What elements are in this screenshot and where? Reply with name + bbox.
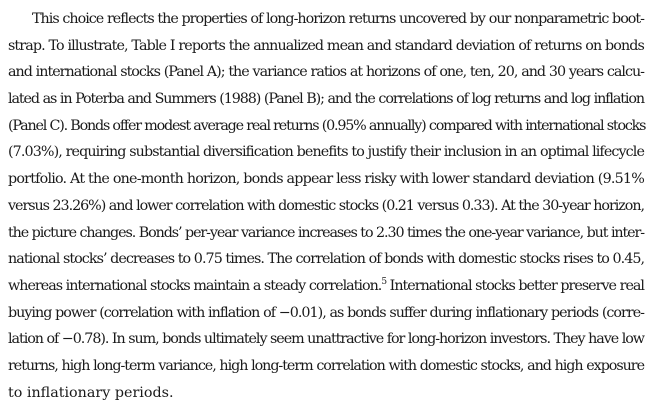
- paper-page: [8, 6, 644, 406]
- text-line: This choice reflects the properties of long-horizon returns uncovered by our nonparametric boot-: [32, 11, 644, 27]
- text-line: lated as in Poterba and Summers (1988) (Panel B); and the correlations of log returns and log inflation: [8, 91, 644, 108]
- text-line: strap. To illustrate, Table I reports the annualized mean and standard deviation of returns on bonds: [8, 37, 644, 54]
- text-line-with-footnote: [8, 273, 644, 300]
- text-line: lation of −0.78). In sum, bonds ultimately seem unattractive for long-horizon investors. They have low: [8, 331, 644, 348]
- body-paragraph: [8, 6, 644, 406]
- text-line: the picture changes. Bonds’ per-year variance increases to 2.30 times the one-year variance, but inter-: [8, 224, 644, 241]
- text-line: portfolio. At the one-month horizon, bonds appear less risky with lower standard deviation (9.51%: [8, 171, 644, 188]
- text-line: national stocks’ decreases to 0.75 times. The correlation of bonds with domestic stocks rises to 0.45,: [8, 251, 645, 268]
- text-segment: International stocks better preserve real: [386, 277, 644, 294]
- text-line: versus 23.26%) and lower correlation with domestic stocks (0.21 versus 0.33). At the 30-year horizon,: [8, 197, 644, 214]
- text-line: (Panel C). Bonds offer modest average real returns (0.95% annually) compared with international stocks: [8, 117, 646, 134]
- text-line: buying power (correlation with inflation of −0.01), as bonds suffer during inflationary periods (corre-: [8, 304, 644, 321]
- text-line: (7.03%), requiring substantial diversification benefits to justify their inclusion in an optimal lifecycle: [8, 144, 644, 161]
- text-line: to inflationary periods.: [8, 384, 174, 401]
- text-segment: whereas international stocks maintain a steady correlation.: [8, 277, 382, 294]
- text-line: returns, high long-term variance, high long-term correlation with domestic stocks, and high exposure: [8, 357, 644, 374]
- footnote-marker[interactable]: 5: [381, 276, 387, 287]
- text-line: and international stocks (Panel A); the variance ratios at horizons of one, ten, 20, and 30 years calcu-: [8, 64, 644, 81]
